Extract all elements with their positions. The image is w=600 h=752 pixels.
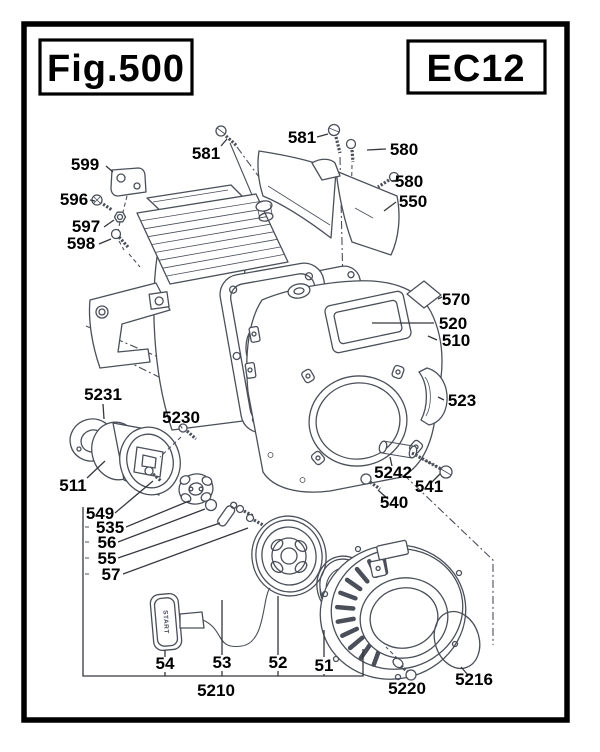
part-label-598: 598 (66, 234, 96, 253)
bolt-581-left (216, 126, 237, 146)
part-label-581-left: 581 (191, 144, 221, 163)
starter-handle-54 (150, 588, 270, 651)
part-label-52: 52 (268, 653, 288, 672)
shield-right-panel (336, 171, 399, 255)
heat-shield-550 (258, 151, 399, 255)
bolt-598 (112, 230, 129, 248)
part-label-53: 53 (212, 653, 232, 672)
part-label-581-right: 581 (287, 128, 317, 147)
part-label-57: 57 (101, 565, 121, 584)
mount-hole (96, 306, 108, 318)
part-label-580-upper: 580 (389, 140, 419, 159)
part-label-535: 535 (95, 518, 125, 537)
part-label-523: 523 (447, 391, 477, 410)
part-label-520: 520 (438, 314, 468, 333)
part-label-5231: 5231 (84, 385, 122, 404)
bolt-580-upper (347, 140, 356, 163)
bracket-ticks (85, 527, 92, 574)
nut-597 (115, 212, 126, 222)
model-code: EC12 (426, 48, 526, 90)
part-label-51: 51 (314, 656, 334, 675)
part-label-541: 541 (414, 477, 444, 496)
screws-57 (237, 506, 264, 526)
part-label-5230: 5230 (162, 408, 200, 427)
part-label-55: 55 (97, 549, 117, 568)
part-label-550: 550 (398, 192, 428, 211)
ratchet-535 (177, 471, 216, 506)
bracket-599 (111, 168, 146, 196)
bolt-axis-line (237, 147, 259, 177)
handle-anchor (180, 612, 204, 628)
screw-596 (92, 195, 112, 210)
part-label-580-lower: 580 (394, 172, 424, 191)
part-label-54: 54 (155, 654, 175, 673)
part-label-599: 599 (70, 155, 100, 174)
part-label-5216: 5216 (455, 670, 493, 689)
part-label-597: 597 (71, 217, 101, 236)
part-label-510: 510 (441, 331, 471, 350)
part-label-549: 549 (85, 504, 115, 523)
item-ticks (165, 596, 324, 676)
figure-number: Fig.500 (47, 48, 185, 90)
part-label-5220: 5220 (388, 679, 426, 698)
starter-cover (308, 531, 487, 692)
carburetor-block (149, 292, 169, 309)
handle-start-text: START (161, 610, 170, 635)
washer-56 (206, 500, 217, 511)
starter-rope-53 (203, 588, 270, 647)
part-label-5210: 5210 (197, 681, 235, 700)
bolt-581-right (329, 125, 341, 154)
part-label-56: 56 (97, 533, 117, 552)
part-label-511: 511 (59, 476, 87, 495)
fastener-axis (118, 196, 140, 267)
part-label-596: 596 (59, 190, 89, 209)
blower-housing-510 (245, 281, 447, 492)
part-label-5242: 5242 (374, 463, 412, 482)
part-label-540: 540 (379, 493, 409, 512)
part-label-570: 570 (441, 290, 471, 309)
